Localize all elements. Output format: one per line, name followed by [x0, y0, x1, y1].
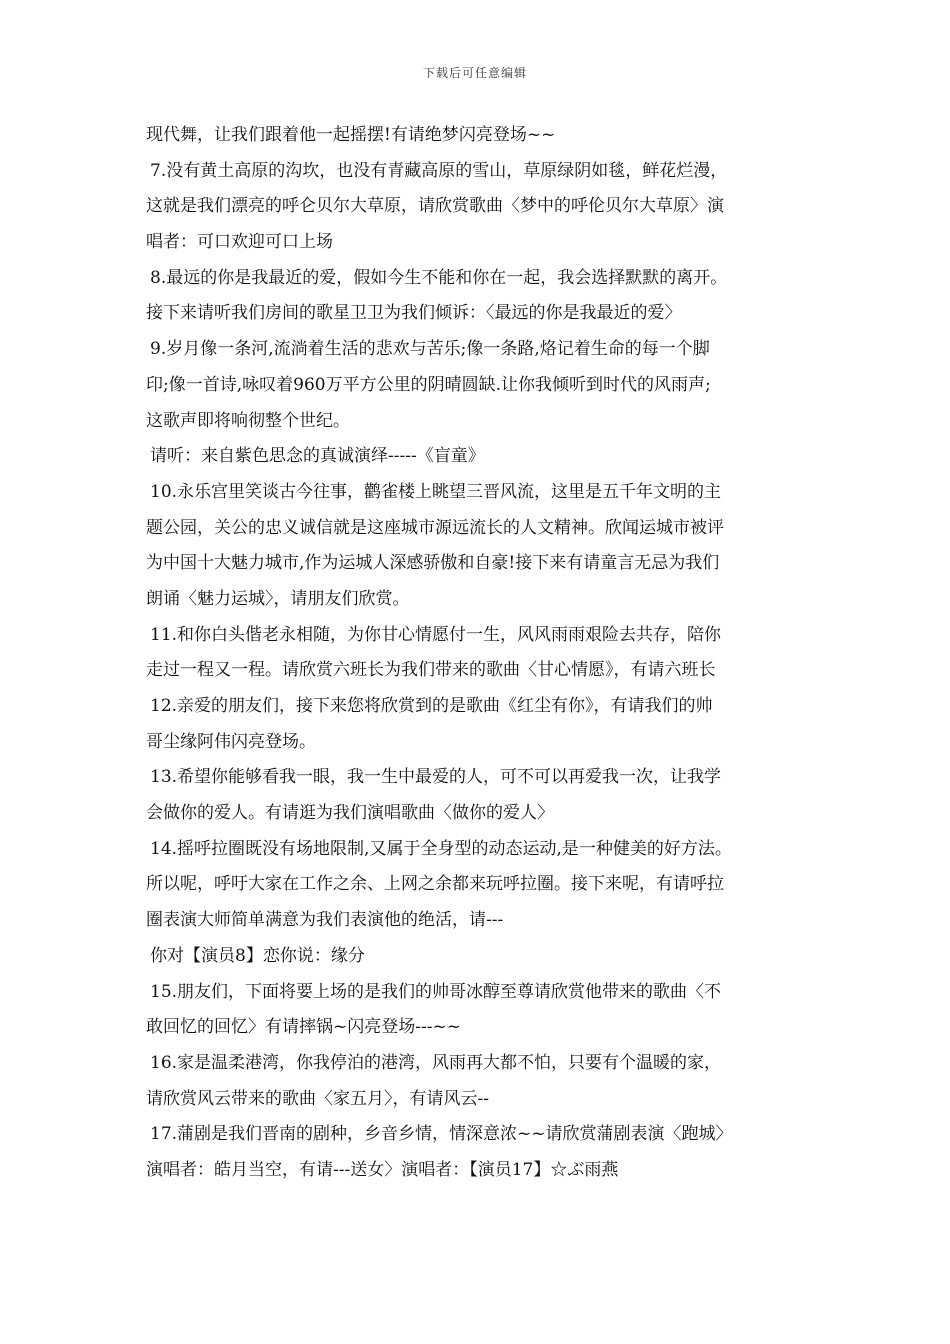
text-line: 为中国十大魅力城市,作为运城人深感骄傲和自豪!接下来有请童言无忌为我们 — [146, 553, 720, 574]
text-line: 请欣赏风云带来的歌曲〈家五月〉，有请风云-- — [146, 1088, 489, 1109]
text-line: 请听：来自紫色思念的真诚演绎-----《盲童》 — [150, 446, 485, 467]
text-line: 这歌声即将响彻整个世纪。 — [146, 410, 350, 431]
text-line: 12.亲爱的朋友们，接下来您将欣赏到的是歌曲《红尘有你》，有请我们的帅 — [150, 696, 713, 716]
text-line: 15.朋友们，下面将要上场的是我们的帅哥冰醇至尊请欣赏他带来的歌曲〈不 — [150, 981, 722, 1002]
text-line: 7.没有黄土高原的沟坎，也没有青藏高原的雪山，草原绿阴如毯，鲜花烂漫， — [150, 160, 728, 181]
text-line: 这就是我们漂亮的呼仑贝尔大草原，请欣赏歌曲〈梦中的呼伦贝尔大草原〉演 — [146, 196, 724, 217]
text-line: 演唱者：皓月当空，有请---送女〉演唱者：【演员17】☆ぶ雨燕 — [146, 1159, 619, 1180]
text-line: 10.永乐宫里笑谈古今往事，鹳雀楼上眺望三晋风流，这里是五千年文明的主 — [150, 481, 722, 502]
page-header-note: 下载后可任意编辑 — [422, 66, 527, 80]
text-line: 敢回忆的回忆〉有请摔锅~闪亮登场---~~ — [146, 1017, 461, 1038]
text-line: 8.最远的你是我最近的爱，假如今生不能和你在一起，我会选择默默的离开。 — [150, 267, 728, 288]
text-line: 圈表演大师简单满意为我们表演他的绝活，请--- — [146, 910, 504, 931]
text-line: 接下来请听我们房间的歌星卫卫为我们倾诉：〈最远的你是我最近的爱〉 — [146, 303, 682, 324]
text-line: 唱者：可口欢迎可口上场 — [146, 232, 333, 253]
text-line: 会做你的爱人。有请逛为我们演唱歌曲〈做你的爱人〉 — [146, 803, 554, 824]
text-line: 走过一程又一程。请欣赏六班长为我们带来的歌曲〈甘心情愿》，有请六班长 — [146, 660, 716, 681]
text-line: 11.和你白头偕老永相随，为你甘心情愿付一生，风风雨雨艰险去共存，陪你 — [150, 624, 722, 645]
text-line: 现代舞，让我们跟着他一起摇摆!有请绝梦闪亮登场~~ — [146, 125, 556, 145]
text-line: 9.岁月像一条河,流淌着生活的悲欢与苦乐;像一条路,烙记着生命的每一个脚 — [150, 339, 710, 360]
text-line: 17.蒲剧是我们晋南的剧种，乡音乡情，情深意浓~~请欣赏蒲剧表演〈跑城〉 — [150, 1124, 733, 1145]
text-line: 你对【演员8】恋你说：缘分 — [150, 945, 365, 966]
text-line: 题公园，关公的忠义诚信就是这座城市源远流长的人文精神。欣闻运城市被评 — [146, 517, 724, 538]
text-line: 14.摇呼拉圈既没有场地限制,又属于全身型的动态运动,是一种健美的好方法。 — [150, 838, 732, 859]
text-line: 哥尘缘阿伟闪亮登场。 — [146, 731, 316, 752]
document-body — [146, 118, 816, 1189]
text-line: 13.希望你能够看我一眼，我一生中最爱的人，可不可以再爱我一次，让我学 — [150, 767, 722, 788]
text-line: 朗诵〈魅力运城〉，请朋友们欣赏。 — [146, 588, 410, 609]
text-line: 印;像一首诗,咏叹着960万平方公里的阴晴圆缺.让你我倾听到时代的风雨声; — [146, 374, 711, 395]
text-line: 16.家是温柔港湾，你我停泊的港湾，风雨再大都不怕，只要有个温暖的家， — [150, 1052, 722, 1073]
text-line: 所以呢，呼吁大家在工作之余、上网之余都来玩呼拉圈。接下来呢，有请呼拉 — [146, 874, 724, 895]
